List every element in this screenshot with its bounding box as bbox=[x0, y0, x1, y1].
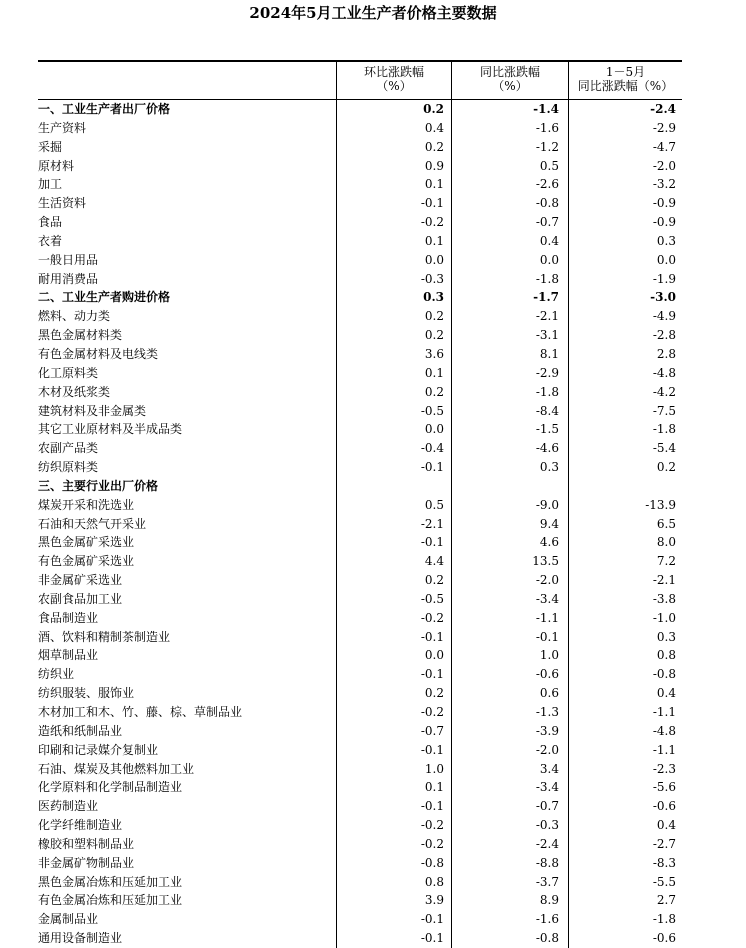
ytd-value: -1.1 bbox=[652, 705, 676, 719]
table-row bbox=[38, 854, 682, 873]
mom-value: -0.1 bbox=[420, 931, 444, 946]
ytd-value: 0.4 bbox=[656, 818, 676, 833]
row-label: 酒、饮料和精制茶制造业 bbox=[38, 629, 171, 644]
mom-value: -0.1 bbox=[420, 460, 444, 475]
ytd-value: -13.9 bbox=[645, 497, 676, 512]
yoy-value: -1.8 bbox=[535, 384, 559, 399]
table-row bbox=[38, 760, 682, 779]
yoy-value: -9.0 bbox=[535, 497, 559, 512]
row-label: 食品 bbox=[38, 215, 63, 230]
row-label: 橡胶和塑料制品业 bbox=[38, 836, 135, 851]
row-label: 金属制品业 bbox=[38, 912, 99, 927]
row-label: 石油和天然气开采业 bbox=[38, 516, 147, 531]
mom-value: 0.2 bbox=[423, 102, 444, 116]
mom-value: -0.1 bbox=[420, 912, 444, 927]
yoy-value: 1.0 bbox=[539, 648, 559, 663]
table-row bbox=[38, 910, 682, 929]
yoy-value: -0.7 bbox=[535, 799, 559, 814]
section-row bbox=[38, 100, 682, 119]
row-label: 医药制造业 bbox=[38, 799, 99, 814]
ytd-value: 8.0 bbox=[656, 535, 676, 550]
header-yoy-change bbox=[451, 62, 568, 99]
ytd-value: -0.6 bbox=[652, 799, 676, 814]
header-yoy-unit: （%） bbox=[492, 79, 528, 93]
row-label: 木材及纸浆类 bbox=[38, 384, 111, 399]
ytd-value: -4.2 bbox=[652, 384, 676, 399]
yoy-value: -1.7 bbox=[533, 290, 559, 305]
ytd-value: -7.5 bbox=[652, 403, 676, 418]
ytd-value: 2.8 bbox=[656, 346, 676, 361]
table-row bbox=[38, 157, 682, 176]
row-label: 食品制造业 bbox=[38, 610, 99, 625]
mom-value: 0.2 bbox=[424, 328, 444, 343]
yoy-value: 0.0 bbox=[539, 252, 559, 267]
table-row bbox=[38, 307, 682, 326]
yoy-value: -8.4 bbox=[535, 403, 559, 418]
yoy-value: 0.5 bbox=[539, 158, 559, 173]
header-ytd-label: 同比涨跌幅（%） bbox=[577, 79, 674, 93]
table-row bbox=[38, 684, 682, 703]
ytd-value: -4.8 bbox=[652, 723, 676, 738]
table-row bbox=[38, 835, 682, 854]
yoy-value: -0.7 bbox=[535, 215, 559, 230]
ytd-value: 7.2 bbox=[656, 554, 676, 569]
ytd-value: -8.3 bbox=[652, 855, 676, 870]
yoy-value: -2.0 bbox=[535, 573, 559, 588]
ytd-value: -1.9 bbox=[652, 271, 676, 286]
mom-value: -0.2 bbox=[420, 610, 444, 625]
yoy-value: -3.9 bbox=[535, 723, 559, 738]
mom-value: 0.8 bbox=[424, 874, 444, 889]
mom-value: 0.9 bbox=[424, 158, 444, 173]
row-label: 纺织原料类 bbox=[38, 460, 99, 475]
header-mom-unit: （%） bbox=[376, 79, 412, 93]
mom-value: 0.2 bbox=[424, 686, 444, 701]
yoy-value: 8.1 bbox=[539, 346, 559, 361]
mom-value: 0.1 bbox=[424, 365, 444, 380]
mom-value: 0.2 bbox=[424, 384, 444, 399]
yoy-value: -3.1 bbox=[535, 328, 559, 343]
table-row bbox=[38, 703, 682, 722]
row-label: 化学纤维制造业 bbox=[38, 818, 123, 833]
yoy-value: -8.8 bbox=[535, 855, 559, 870]
yoy-value: -2.9 bbox=[535, 365, 559, 380]
mom-value: 3.9 bbox=[424, 893, 444, 908]
table-row bbox=[38, 929, 682, 948]
yoy-value: -0.8 bbox=[535, 931, 559, 946]
table-row bbox=[38, 326, 682, 345]
mom-value: -0.4 bbox=[420, 441, 444, 456]
yoy-value: -1.8 bbox=[535, 271, 559, 286]
ytd-value: 0.0 bbox=[656, 252, 676, 267]
table-row bbox=[38, 533, 682, 552]
table-row bbox=[38, 816, 682, 835]
mom-value: 0.3 bbox=[423, 290, 444, 305]
mom-value: -0.1 bbox=[420, 742, 444, 757]
mom-value: 0.1 bbox=[424, 233, 444, 248]
table-row bbox=[38, 628, 682, 647]
table-row bbox=[38, 665, 682, 684]
table-row bbox=[38, 873, 682, 892]
row-label: 二、工业生产者购进价格 bbox=[38, 290, 171, 305]
ytd-value: -0.8 bbox=[652, 667, 676, 682]
ytd-value: -2.1 bbox=[652, 573, 676, 588]
row-label: 衣着 bbox=[38, 233, 63, 248]
row-label: 其它工业原材料及半成品类 bbox=[38, 422, 183, 437]
table-row bbox=[38, 891, 682, 910]
yoy-value: -2.0 bbox=[535, 742, 559, 757]
mom-value: 4.4 bbox=[424, 554, 444, 569]
row-label: 耐用消费品 bbox=[38, 271, 99, 286]
mom-value: -2.1 bbox=[420, 516, 444, 531]
ytd-value: -2.0 bbox=[652, 158, 676, 173]
mom-value: -0.1 bbox=[420, 196, 444, 211]
row-label: 印刷和记录媒介复制业 bbox=[38, 742, 159, 757]
ytd-value: -4.8 bbox=[652, 365, 676, 380]
table-row bbox=[38, 119, 682, 138]
row-label: 原材料 bbox=[38, 158, 75, 173]
mom-value: 0.1 bbox=[424, 780, 444, 795]
ytd-value: 2.7 bbox=[656, 893, 676, 908]
row-label: 有色金属冶炼和压延加工业 bbox=[38, 893, 183, 908]
mom-value: -0.1 bbox=[420, 535, 444, 550]
row-label: 木材加工和木、竹、藤、棕、草制品业 bbox=[38, 705, 243, 719]
ytd-value: -5.6 bbox=[652, 780, 676, 795]
row-label: 燃料、动力类 bbox=[38, 309, 111, 324]
mom-value: -0.2 bbox=[420, 215, 444, 230]
yoy-value: 8.9 bbox=[539, 893, 559, 908]
table-row bbox=[38, 496, 682, 515]
yoy-value: -1.2 bbox=[535, 139, 559, 154]
row-label: 煤炭开采和洗选业 bbox=[38, 497, 135, 512]
yoy-value: -2.6 bbox=[535, 177, 559, 192]
yoy-value: 3.4 bbox=[539, 761, 559, 776]
yoy-value: -1.6 bbox=[535, 912, 559, 927]
row-label: 烟草制品业 bbox=[38, 648, 99, 663]
row-label: 通用设备制造业 bbox=[38, 931, 123, 946]
ytd-value: -0.6 bbox=[652, 931, 676, 946]
section-row bbox=[38, 477, 682, 496]
yoy-value: -2.4 bbox=[535, 836, 559, 851]
header-mom-change bbox=[336, 62, 451, 99]
table-header bbox=[38, 60, 682, 100]
section-row bbox=[38, 288, 682, 307]
ytd-value: -1.8 bbox=[652, 422, 676, 437]
mom-value: -0.5 bbox=[420, 591, 444, 606]
table-row bbox=[38, 194, 682, 213]
mom-value: -0.7 bbox=[420, 723, 444, 738]
row-label: 非金属矿物制品业 bbox=[38, 855, 135, 870]
mom-value: 0.2 bbox=[424, 573, 444, 588]
header-ytd-period: 1－5月 bbox=[605, 65, 646, 79]
price-data-table bbox=[38, 60, 682, 948]
table-row bbox=[38, 741, 682, 760]
ytd-value: -2.8 bbox=[652, 328, 676, 343]
ytd-value: 0.3 bbox=[656, 629, 676, 644]
table-row bbox=[38, 609, 682, 628]
yoy-value: 4.6 bbox=[539, 535, 559, 550]
table-row bbox=[38, 797, 682, 816]
table-row bbox=[38, 778, 682, 797]
mom-value: 0.4 bbox=[424, 120, 444, 135]
yoy-value: -4.6 bbox=[535, 441, 559, 456]
yoy-value: -1.6 bbox=[535, 120, 559, 135]
yoy-value: 0.4 bbox=[539, 233, 559, 248]
mom-value: -0.2 bbox=[420, 705, 444, 719]
ytd-value: -3.2 bbox=[652, 177, 676, 192]
row-label: 造纸和纸制品业 bbox=[38, 723, 123, 738]
row-label: 纺织服装、服饰业 bbox=[38, 686, 135, 701]
mom-value: -0.1 bbox=[420, 799, 444, 814]
ytd-value: -0.9 bbox=[652, 215, 676, 230]
mom-value: -0.2 bbox=[420, 836, 444, 851]
yoy-value: 9.4 bbox=[539, 516, 559, 531]
table-row bbox=[38, 552, 682, 571]
row-label: 黑色金属材料类 bbox=[38, 328, 123, 343]
row-label: 非金属矿采选业 bbox=[38, 573, 123, 588]
yoy-value: -0.8 bbox=[535, 196, 559, 211]
row-label: 一般日用品 bbox=[38, 252, 99, 267]
row-label: 加工 bbox=[38, 177, 63, 192]
yoy-value: -3.7 bbox=[535, 874, 559, 889]
ytd-value: -2.7 bbox=[652, 836, 676, 851]
table-row bbox=[38, 251, 682, 270]
table-row bbox=[38, 383, 682, 402]
mom-value: -0.5 bbox=[420, 403, 444, 418]
table-row bbox=[38, 402, 682, 421]
yoy-value: -3.4 bbox=[535, 591, 559, 606]
row-label: 生活资料 bbox=[38, 196, 87, 211]
row-label: 一、工业生产者出厂价格 bbox=[38, 102, 171, 116]
row-label: 黑色金属冶炼和压延加工业 bbox=[38, 874, 183, 889]
table-row bbox=[38, 364, 682, 383]
ytd-value: -0.9 bbox=[652, 196, 676, 211]
mom-value: 0.0 bbox=[424, 252, 444, 267]
mom-value: -0.2 bbox=[420, 818, 444, 833]
table-body bbox=[38, 100, 682, 948]
table-row bbox=[38, 646, 682, 665]
ytd-value: -2.4 bbox=[650, 102, 676, 116]
table-row bbox=[38, 458, 682, 477]
yoy-value: -1.5 bbox=[535, 422, 559, 437]
row-label: 黑色金属矿采选业 bbox=[38, 535, 135, 550]
mom-value: 0.0 bbox=[424, 422, 444, 437]
yoy-value: -0.3 bbox=[535, 818, 559, 833]
mom-value: -0.1 bbox=[420, 629, 444, 644]
yoy-value: -0.6 bbox=[535, 667, 559, 682]
table-row bbox=[38, 232, 682, 251]
yoy-value: -1.1 bbox=[535, 610, 559, 625]
yoy-value: 0.3 bbox=[539, 460, 559, 475]
ytd-value: -3.0 bbox=[650, 290, 676, 305]
row-label: 有色金属材料及电线类 bbox=[38, 346, 159, 361]
row-label: 石油、煤炭及其他燃料加工业 bbox=[38, 761, 195, 776]
page-title: 2024年5月工业生产者价格主要数据 bbox=[249, 4, 497, 22]
row-label: 建筑材料及非金属类 bbox=[38, 403, 147, 418]
mom-value: 0.2 bbox=[424, 309, 444, 324]
table-row bbox=[38, 270, 682, 289]
table-row bbox=[38, 571, 682, 590]
mom-value: 0.1 bbox=[424, 177, 444, 192]
row-label: 化工原料类 bbox=[38, 365, 99, 380]
header-mom-label: 环比涨跌幅 bbox=[363, 65, 424, 79]
mom-value: 0.5 bbox=[424, 497, 444, 512]
ytd-value: -4.9 bbox=[652, 309, 676, 324]
ytd-value: 0.3 bbox=[656, 233, 676, 248]
table-row bbox=[38, 138, 682, 157]
table-row bbox=[38, 420, 682, 439]
ytd-value: -5.4 bbox=[652, 441, 676, 456]
yoy-value: -0.1 bbox=[535, 629, 559, 644]
header-yoy-label: 同比涨跌幅 bbox=[479, 65, 540, 79]
row-label: 化学原料和化学制品制造业 bbox=[38, 780, 183, 795]
row-label: 采掘 bbox=[38, 139, 63, 154]
mom-value: -0.3 bbox=[420, 271, 444, 286]
header-ytd-change bbox=[568, 62, 682, 99]
ytd-value: 0.4 bbox=[656, 686, 676, 701]
ytd-value: -3.8 bbox=[652, 591, 676, 606]
mom-value: 0.2 bbox=[424, 139, 444, 154]
row-label: 有色金属矿采选业 bbox=[38, 554, 135, 569]
ytd-value: 0.2 bbox=[656, 460, 676, 475]
ytd-value: -4.7 bbox=[652, 139, 676, 154]
ytd-value: -1.8 bbox=[652, 912, 676, 927]
mom-value: 0.0 bbox=[424, 648, 444, 663]
row-label: 农副产品类 bbox=[38, 441, 99, 456]
mom-value: 1.0 bbox=[424, 761, 444, 776]
mom-value: 3.6 bbox=[424, 346, 444, 361]
table-row bbox=[38, 590, 682, 609]
mom-value: -0.1 bbox=[420, 667, 444, 682]
row-label: 农副食品加工业 bbox=[38, 591, 123, 606]
row-label: 三、主要行业出厂价格 bbox=[38, 478, 159, 493]
ytd-value: -5.5 bbox=[652, 874, 676, 889]
table-row bbox=[38, 722, 682, 741]
ytd-value: 6.5 bbox=[656, 516, 676, 531]
table-row bbox=[38, 515, 682, 534]
table-row bbox=[38, 213, 682, 232]
mom-value: -0.8 bbox=[420, 855, 444, 870]
ytd-value: -1.1 bbox=[652, 742, 676, 757]
row-label: 生产资料 bbox=[38, 120, 87, 135]
ytd-value: -2.9 bbox=[652, 120, 676, 135]
yoy-value: 13.5 bbox=[532, 554, 559, 569]
ytd-value: -1.0 bbox=[652, 610, 676, 625]
table-row bbox=[38, 345, 682, 364]
row-label: 纺织业 bbox=[38, 667, 75, 682]
table-row bbox=[38, 439, 682, 458]
yoy-value: -2.1 bbox=[535, 309, 559, 324]
yoy-value: 0.6 bbox=[539, 686, 559, 701]
yoy-value: -3.4 bbox=[535, 780, 559, 795]
yoy-value: -1.4 bbox=[533, 102, 559, 116]
ytd-value: -2.3 bbox=[652, 761, 676, 776]
ytd-value: 0.8 bbox=[656, 648, 676, 663]
table-row bbox=[38, 175, 682, 194]
yoy-value: -1.3 bbox=[535, 705, 559, 719]
